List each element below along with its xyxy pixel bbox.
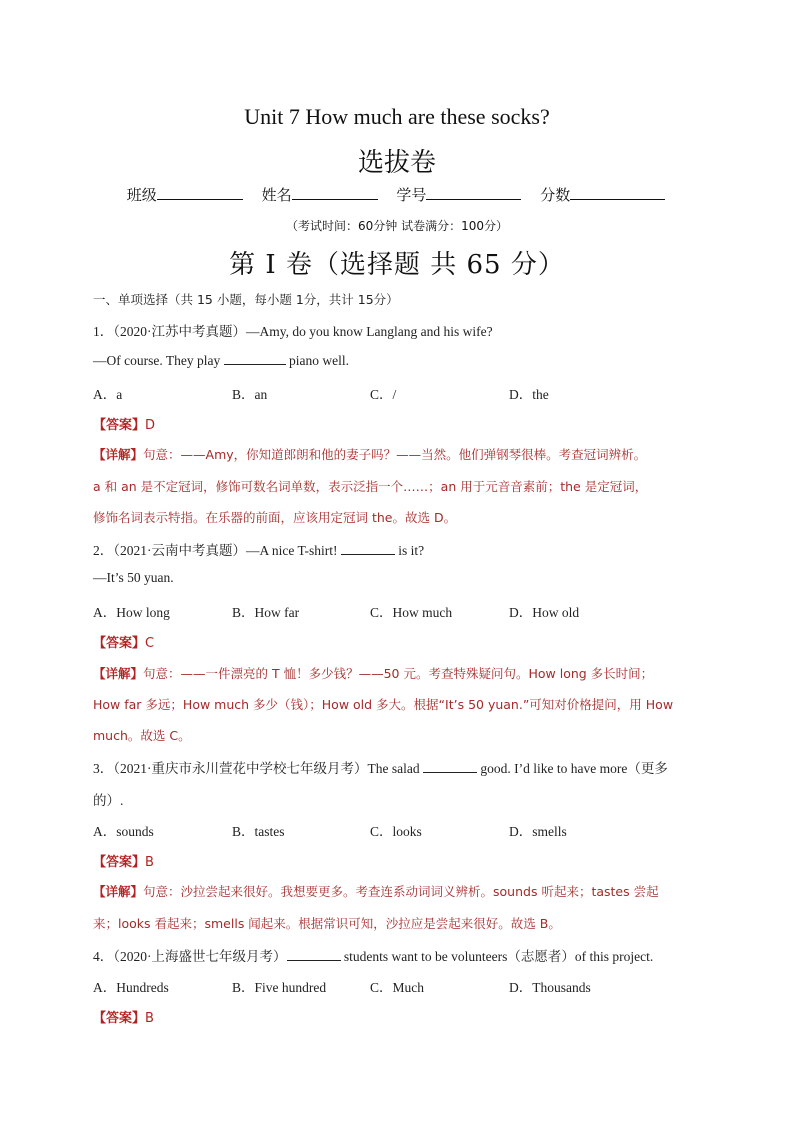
answer-tag: 【答案】 [93,636,146,651]
score-label: 分数 [540,186,571,204]
name-blank [292,185,378,200]
question-2-stem-pre: 2．（2021·云南中考真题）—A nice T-shirt! [93,543,341,558]
question-2-option-c: C．How much [370,605,453,620]
detail-text: 句意：——Amy，你知道郎朗和他的妻子吗？——当然。他们弹钢琴很棒。考查冠词辨析。 [143,447,647,462]
answer-value: D [145,418,156,433]
question-2-answer [93,632,154,651]
question-1-detail-2: a 和 an 是不定冠词，修饰可数名词单数，表示泛指一个……；an 用于元音音素前；the 是定冠词， [93,479,648,494]
part-heading: 一、单项选择（共 15 小题，每小题 1分，共计 15分） [93,292,399,307]
answer-tag: 【答案】 [93,1011,146,1026]
question-2-blank [341,542,395,555]
document-subtitle: 选拔卷 [357,148,436,178]
question-1-detail-3: 修饰名词表示特指。在乐器的前面，应该用定冠词 the。故选 D。 [93,510,457,525]
exam-info: （考试时间：60分钟 试卷满分：100分） [286,219,508,233]
detail-text: 句意：——一件漂亮的 T 恤！多少钱？——50 元。考查特殊疑问句。How long 多长时间； [143,666,654,681]
question-3-detail-1 [93,882,659,900]
question-3-stem-post: good. I’d like to have more（更多 [476,761,668,776]
question-1-option-c: C．/ [370,387,397,402]
question-1-line2-post: piano well. [285,353,349,368]
question-3-option-c: C．looks [370,824,422,839]
question-2-stem-post: is it? [394,543,425,558]
student-id-label: 学号 [396,186,427,204]
question-2-option-a: A．How long [93,605,170,620]
detail-tag: 【详解】 [93,447,144,462]
question-3-option-b: B．tastes [232,824,285,839]
answer-value: B [145,1011,154,1026]
score-blank [570,185,665,200]
question-3-stem [93,757,668,777]
name-label: 姓名 [261,186,292,204]
question-1-option-d: D．the [509,387,549,402]
question-4-option-c: C．Much [370,980,424,995]
question-4-option-b: B．Five hundred [232,980,327,995]
question-2-option-d: D．How old [509,605,580,620]
question-1-stem: 1．（2020·江苏中考真题）—Amy, do you know Langlang and his wife? [93,324,493,339]
question-3-option-d: D．smells [509,824,567,839]
question-2-line2: —It’s 50 yuan. [93,570,174,585]
question-1-line2-pre: —Of course. They play [93,353,224,368]
answer-tag: 【答案】 [93,418,146,433]
class-label: 班级 [126,186,157,204]
student-id-blank [426,185,521,200]
question-1-answer [93,414,155,433]
question-4-answer [93,1007,154,1026]
question-2-detail-1 [93,664,653,682]
question-3-detail-2: 来；looks 看起来；smells 闻起来。根据常识可知，沙拉应是尝起来很好。故选 B。 [93,916,561,931]
question-1-blank [224,352,286,365]
class-blank [157,185,243,200]
question-4-option-a: A．Hundreds [93,980,169,995]
question-2-detail-2: How far 多远；How much 多少（钱）；How old 多大。根据“It’s 50 yuan.”可知对价格提问，用 How [93,697,674,712]
question-4-option-d: D．Thousands [509,980,591,995]
question-1-line2 [93,352,349,369]
question-3-stem-pre: 3．（2021·重庆市永川萱花中学校七年级月考）The salad [93,761,423,776]
detail-tag: 【详解】 [93,884,144,899]
document-title: Unit 7 How much are these socks? [244,104,550,129]
section-title: 第 I 卷（选择题 共 65 分） [229,250,565,280]
answer-tag: 【答案】 [93,855,146,870]
student-info-line [0,184,794,205]
question-2-detail-3: much。故选 C。 [93,728,191,743]
answer-value: C [145,636,155,651]
detail-text: 句意：沙拉尝起来很好。我想要更多。考查连系动词词义辨析。sounds 听起来；tastes 尝起 [143,884,659,899]
detail-tag: 【详解】 [93,666,144,681]
question-2-stem [93,539,424,559]
question-4-stem [93,945,653,965]
question-1-detail-1 [93,445,646,463]
question-1-option-b: B．an [232,387,268,402]
question-3-blank [423,760,477,773]
question-3-line2: 的）. [93,793,124,808]
answer-value: B [145,855,154,870]
question-3-answer [93,851,154,870]
question-4-blank [287,948,341,961]
question-2-option-b: B．How far [232,605,300,620]
question-1-option-a: A．a [93,387,123,402]
question-3-option-a: A．sounds [93,824,154,839]
question-4-stem-post: students want to be volunteers（志愿者）of this project. [340,949,654,964]
question-4-stem-pre: 4．（2020·上海盛世七年级月考） [93,949,287,964]
